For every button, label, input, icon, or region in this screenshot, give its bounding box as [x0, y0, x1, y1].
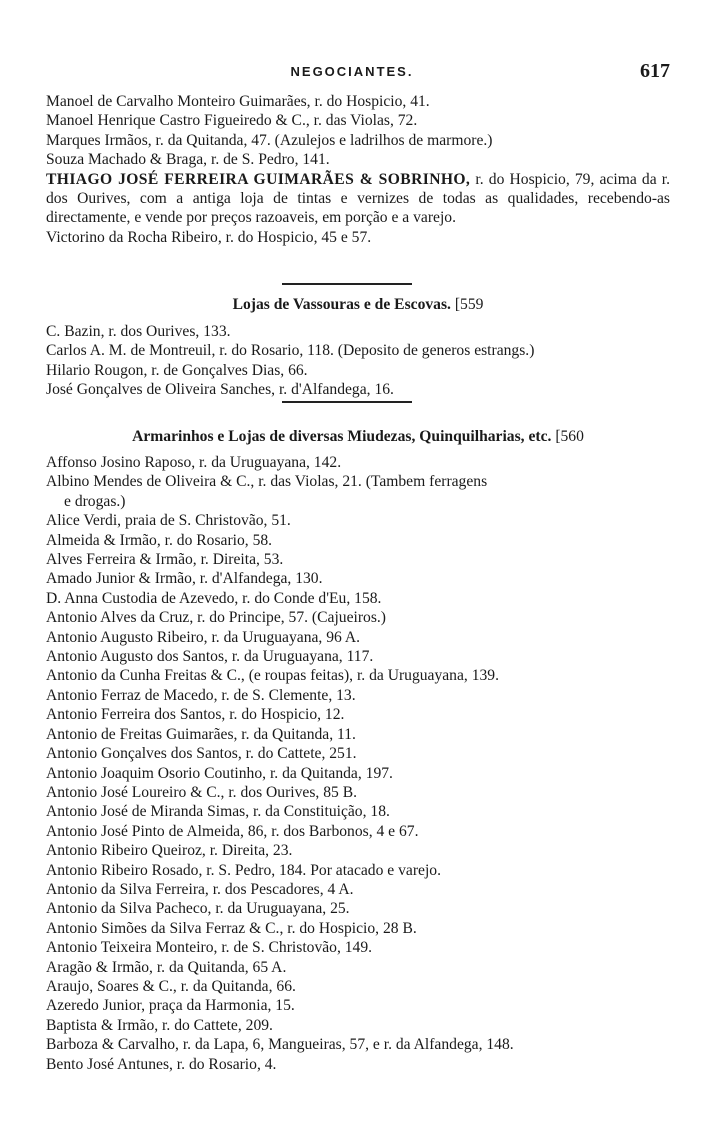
list-item: Antonio Simões da Silva Ferraz & C., r. do Hospicio, 28 B.	[46, 919, 417, 937]
list-item: Barboza & Carvalho, r. da Lapa, 6, Mangueiras, 57, e r. da Alfandega, 148.	[46, 1036, 514, 1054]
list-item: Antonio Alves da Cruz, r. do Principe, 57. (Cajueiros.)	[46, 609, 386, 627]
list-item: Souza Machado & Braga, r. de S. Pedro, 141.	[46, 151, 330, 169]
section-title: Lojas de Vassouras e de Escovas.	[232, 296, 451, 313]
page-header	[0, 62, 704, 86]
list-item: C. Bazin, r. dos Ourives, 133.	[46, 323, 231, 340]
list-item: José Gonçalves de Oliveira Sanches, r. d'Alfandega, 16.	[46, 381, 394, 399]
section-heading-armarinhos	[46, 428, 670, 446]
list-item: Antonio Ferraz de Macedo, r. de S. Clemente, 13.	[46, 686, 356, 704]
list-item: Albino Mendes de Oliveira & C., r. das Violas, 21. (Tambem ferragens	[46, 473, 488, 491]
list-item: Antonio Augusto Ribeiro, r. da Uruguayana, 96 A.	[46, 628, 361, 646]
list-item: Antonio José Pinto de Almeida, 86, r. dos Barbonos, 4 e 67.	[46, 822, 419, 840]
section-number: [559	[454, 296, 484, 313]
entries-vassouras	[46, 322, 670, 400]
section-divider	[282, 401, 412, 403]
list-item: Antonio Ribeiro Queiroz, r. Direita, 23.	[46, 842, 293, 860]
entries-top	[46, 92, 670, 247]
list-item: Manoel de Carvalho Monteiro Guimarães, r. do Hospicio, 41.	[46, 93, 430, 110]
list-item: Victorino da Rocha Ribeiro, r. do Hospicio, 45 e 57.	[46, 228, 372, 246]
list-item: Alice Verdi, praia de S. Christovão, 51.	[46, 512, 291, 530]
list-item: Antonio José de Miranda Simas, r. da Constituição, 18.	[46, 803, 390, 821]
list-item: Manoel Henrique Castro Figueiredo & C., r. das Violas, 72.	[46, 112, 418, 130]
list-item: Almeida & Irmão, r. do Rosario, 58.	[46, 531, 273, 549]
list-item: Antonio Gonçalves dos Santos, r. do Cattete, 251.	[46, 745, 357, 763]
list-item: Antonio Joaquim Osorio Coutinho, r. da Quitanda, 197.	[46, 764, 393, 782]
thiago-entry	[46, 170, 670, 228]
thiago-text: r. do Hospicio, 79, acima da r. dos Ourives, com a antiga loja de tintas e vernizes de todas as qualidades, recebendo-as directamente, e vende por preços razoaveis, em porção e a varejo.	[46, 170, 670, 227]
list-item: Antonio Teixeira Monteiro, r. de S. Christovão, 149.	[46, 939, 373, 957]
list-item: Antonio Ferreira dos Santos, r. do Hospicio, 12.	[46, 706, 345, 724]
thiago-name: THIAGO JOSÉ FERREIRA GUIMARÃES & SOBRINHO,	[46, 170, 471, 188]
list-item: Antonio José Loureiro & C., r. dos Ourives, 85 B.	[46, 783, 357, 801]
list-item: Antonio de Freitas Guimarães, r. da Quitanda, 11.	[46, 725, 356, 743]
list-item: Amado Junior & Irmão, r. d'Alfandega, 130.	[46, 570, 323, 588]
list-item: Antonio da Silva Ferreira, r. dos Pescadores, 4 A.	[46, 880, 354, 898]
list-item: Azeredo Junior, praça da Harmonia, 15.	[46, 997, 295, 1015]
section-divider	[282, 283, 412, 285]
list-item: Araujo, Soares & C., r. da Quitanda, 66.	[46, 977, 296, 995]
list-item: Baptista & Irmão, r. do Cattete, 209.	[46, 1016, 273, 1034]
section-heading-vassouras	[46, 296, 670, 314]
list-item: D. Anna Custodia de Azevedo, r. do Conde d'Eu, 158.	[46, 589, 382, 607]
list-item: Hilario Rougon, r. de Gonçalves Dias, 66.	[46, 361, 308, 379]
list-item: Antonio Ribeiro Rosado, r. S. Pedro, 184. Por atacado e varejo.	[46, 861, 441, 879]
list-item: Antonio Augusto dos Santos, r. da Uruguayana, 117.	[46, 648, 374, 666]
page-number: 617	[640, 60, 670, 82]
list-item-continuation: e drogas.)	[64, 492, 126, 510]
section-title: Armarinhos e Lojas de diversas Miudezas, Quinquilharias, etc.	[132, 428, 552, 445]
list-item: Aragão & Irmão, r. da Quitanda, 65 A.	[46, 958, 287, 976]
list-item: Bento José Antunes, r. do Rosario, 4.	[46, 1055, 277, 1073]
section-number: [560	[555, 428, 584, 445]
list-item: Affonso Josino Raposo, r. da Uruguayana, 142.	[46, 454, 342, 471]
list-item: Marques Irmãos, r. da Quitanda, 47. (Azulejos e ladrilhos de marmore.)	[46, 131, 493, 149]
entries-armarinhos	[46, 453, 670, 1074]
list-item: Antonio da Cunha Freitas & C., (e roupas feitas), r. da Uruguayana, 139.	[46, 667, 499, 685]
list-item: Alves Ferreira & Irmão, r. Direita, 53.	[46, 551, 284, 569]
list-item: Carlos A. M. de Montreuil, r. do Rosario, 118. (Deposito de generos estrangs.)	[46, 342, 535, 360]
list-item: Antonio da Silva Pacheco, r. da Uruguayana, 25.	[46, 900, 350, 918]
running-title: NEGOCIANTES.	[290, 64, 414, 79]
